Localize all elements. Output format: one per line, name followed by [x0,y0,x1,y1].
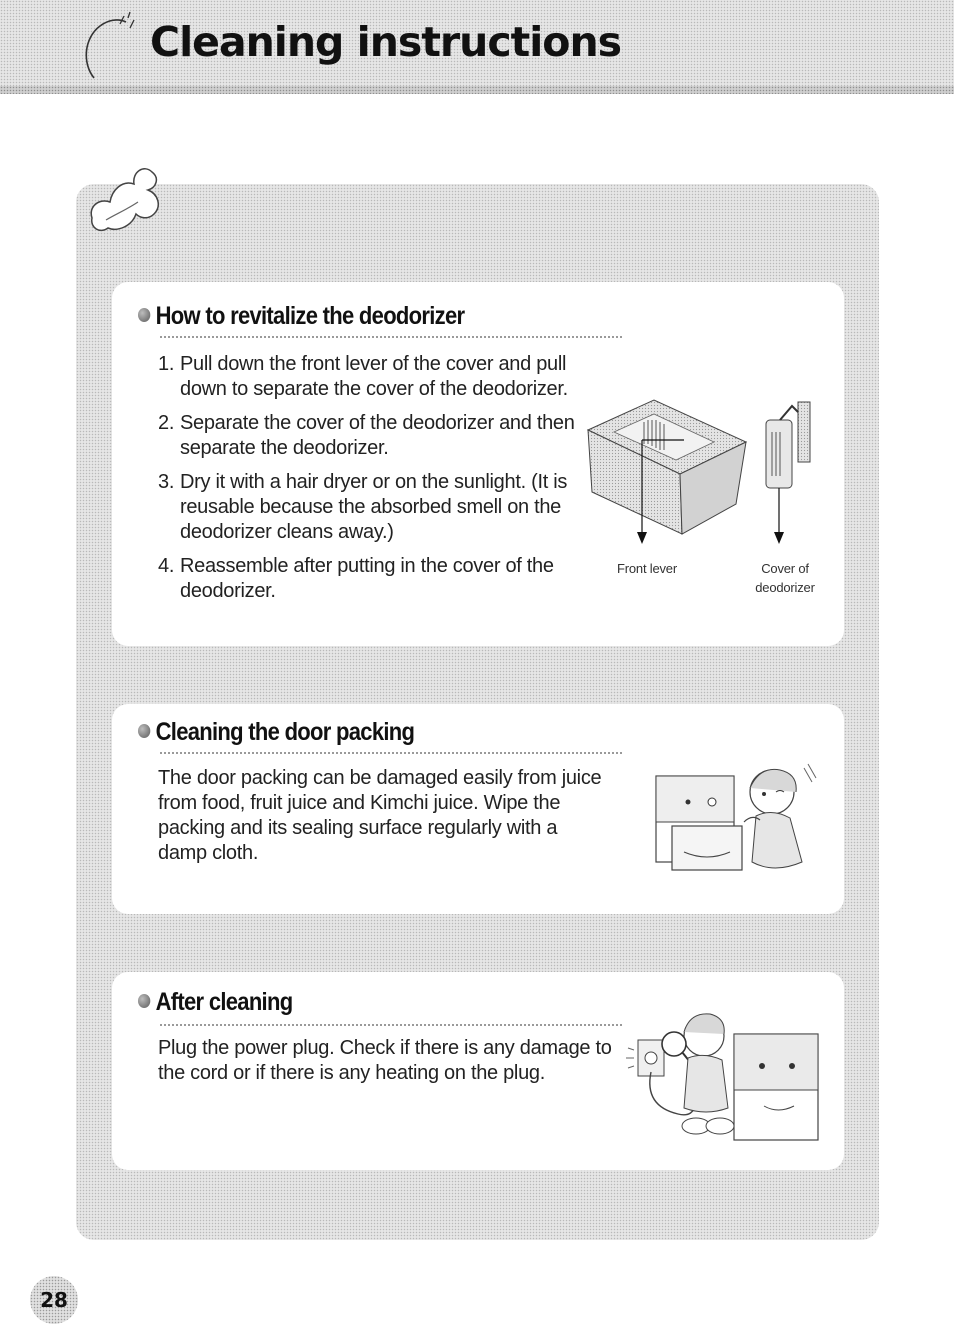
after-cleaning-text: Plug the power plug. Check if there is any damage to the cord or if there is any heating on the plug. [158,1037,612,1084]
cover-caption-line2: deodorizer [755,580,815,595]
bullet-icon [138,308,150,322]
fridge-cleaning-girl-illustration [652,762,818,878]
step-number: 2. [158,412,175,434]
deodorizer-title-text: How to revitalize the deodorizer [155,302,465,330]
step-item [158,470,578,545]
door-packing-title-text: Cleaning the door packing [155,718,415,746]
step-item [158,411,578,461]
step-number: 4. [158,555,175,577]
after-cleaning-rule [160,1024,622,1026]
door-packing-text: The door packing can be damaged easily from juice from food, fruit juice and Kimchi juice. Wipe the packing and its sealing surface regularly with a damp cloth. [158,767,602,864]
swirl-decoration-icon [72,8,152,88]
step-text: Pull down the front lever of the cover and pull down to separate the cover of the deodorizer. [180,353,568,400]
step-text: Separate the cover of the deodorizer and then separate the deodorizer. [180,412,575,459]
after-cleaning-card [112,972,844,1170]
page-number: 28 [40,1288,68,1312]
deodorizer-section-title [138,304,464,329]
deodorizer-steps [158,352,578,613]
page-title: Cleaning instructions [150,18,622,66]
deodorizer-box-illustration [584,392,834,562]
step-item [158,554,578,604]
step-number: 1. [158,353,175,375]
door-packing-section-title [138,720,414,745]
after-cleaning-title-text: After cleaning [155,988,293,1016]
door-packing-rule [160,752,622,754]
bullet-icon [138,724,150,738]
front-lever-caption: Front lever [617,561,677,576]
bullet-icon [138,994,150,1008]
after-cleaning-section-title [138,990,292,1015]
page-number-badge [30,1276,78,1324]
cover-caption-line1: Cover of [761,561,809,576]
deodorizer-rule [160,336,622,338]
step-text: Reassemble after putting in the cover of the deodorizer. [180,555,554,602]
deodorizer-card [112,282,844,646]
step-text: Dry it with a hair dryer or on the sunlight. (It is reusable because the absorbed smell on the deodorizer cleans away.) [180,471,568,543]
door-packing-card [112,704,844,914]
cleaning-splash-icon [82,158,172,248]
plug-inspection-girl-illustration [624,1010,820,1144]
step-item [158,352,578,402]
step-number: 3. [158,471,175,493]
